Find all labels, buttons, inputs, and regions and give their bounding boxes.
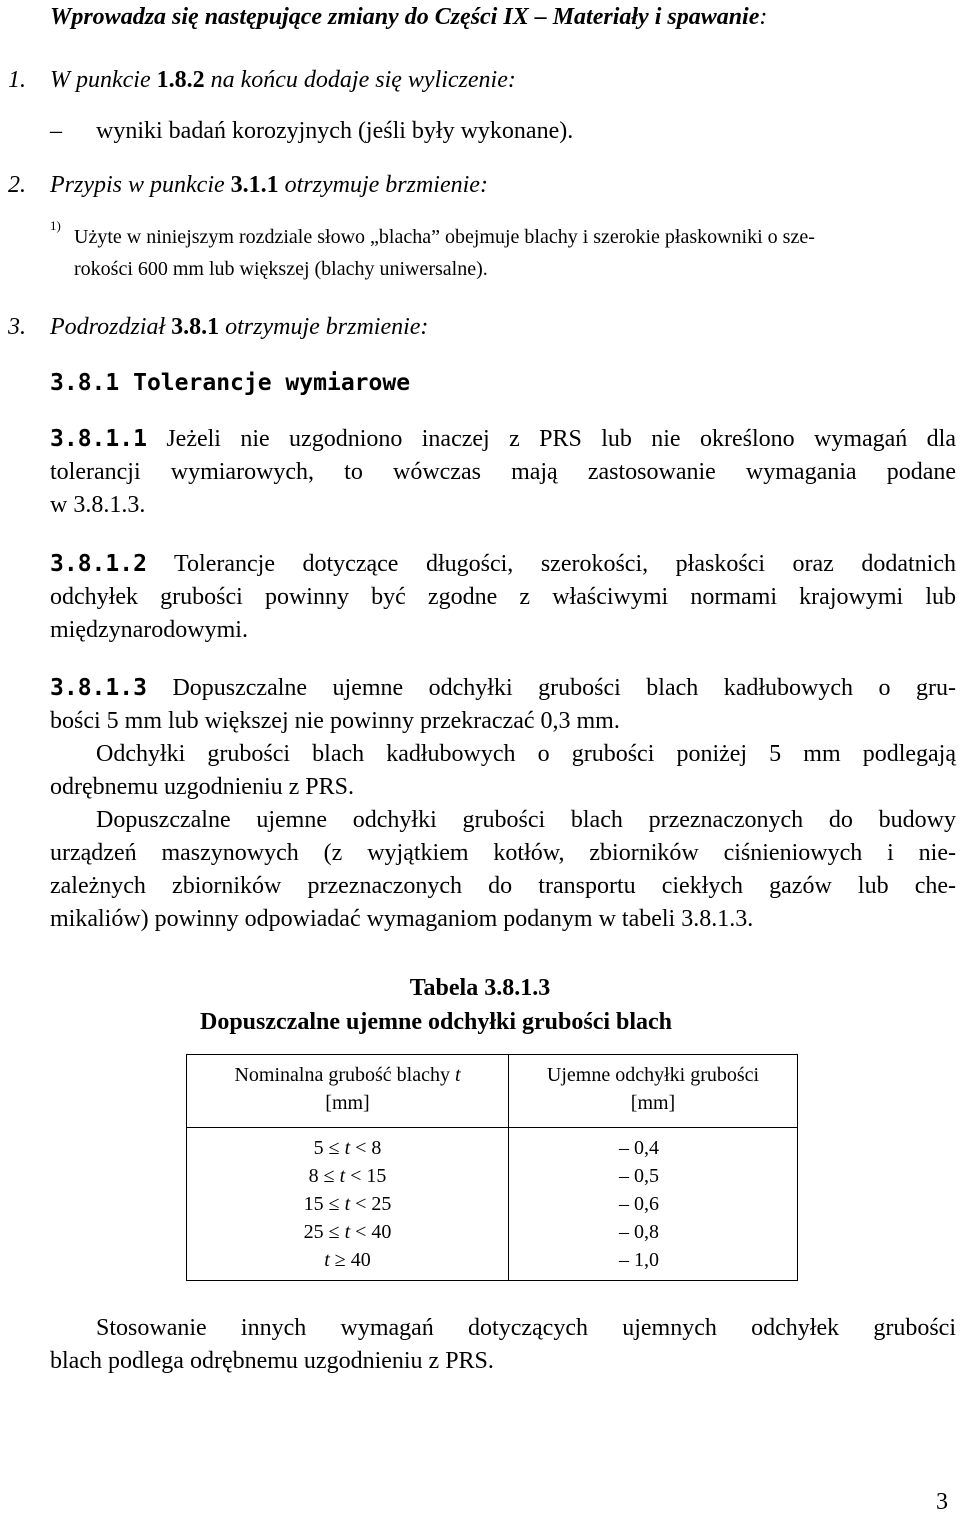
- header-nominal-text: Nominalna grubość blachy: [234, 1064, 450, 1086]
- item-2-prefix: Przypis w punkcie: [50, 172, 225, 198]
- page-number: [936, 1487, 948, 1517]
- p2-line-1: [50, 549, 956, 582]
- amendment-heading: [50, 2, 767, 32]
- p3-line-3: [50, 739, 956, 772]
- heading-part-name: Materiały i spawanie: [552, 4, 760, 30]
- p3-line-5: [50, 805, 956, 838]
- p3-line-8-text: mikaliów) powinny odpowiadać wymaganiom podanym w tabeli 3.8.1.3.: [50, 906, 754, 932]
- footnote-line-1: [74, 224, 815, 250]
- p3-line-7-text: zależnych zbiorników przeznaczonych do transportu ciekłych gazów lub che-: [50, 873, 956, 899]
- item-1-prefix: W punkcie: [50, 67, 151, 93]
- item-1-text: [50, 65, 516, 95]
- p1-line-1-text: Jeżeli nie uzgodniono inaczej z PRS lub nie określono wymagań dla: [166, 426, 957, 452]
- p3-line-4-text: odrębnemu uzgodnieniu z PRS.: [50, 774, 354, 800]
- item-3-prefix: Podrozdział: [50, 314, 166, 340]
- table-caption-number-text: Tabela 3.8.1.3: [409, 975, 551, 1001]
- footnote-line-2: [74, 256, 488, 282]
- table-caption-title-text: Dopuszczalne ujemne odchyłki grubości blach: [200, 1009, 673, 1035]
- range-row: 8 ≤ t < 15: [308, 1165, 387, 1187]
- closing-line-1-text: Stosowanie innych wymagań dotyczących ujemnych odchyłek grubości: [96, 1315, 956, 1341]
- item-1: [8, 65, 26, 95]
- thickness-ranges-cell: [187, 1128, 509, 1281]
- p2-line-2-text: odchyłek grubości powinny być zgodne z właściwymi normami krajowymi lub: [50, 584, 956, 610]
- header-variable: t: [454, 1064, 461, 1086]
- item-2-number: [8, 170, 26, 200]
- item-1-bullet-dash: [50, 116, 62, 146]
- header-nominal-thickness: [187, 1055, 509, 1128]
- p1-line-3-text: w 3.8.1.3.: [50, 492, 146, 518]
- p2-line-3: [50, 615, 956, 648]
- range-row: 15 ≤ t < 25: [303, 1193, 392, 1215]
- p3-line-6-text: urządzeń maszynowych (z wyjątkiem kotłów, zbiorników ciśnieniowych i nie-: [50, 840, 956, 866]
- item-1-reference: 1.8.2: [156, 67, 205, 93]
- closing-line-2-text: blach podlega odrębnemu uzgodnieniu z PRS.: [50, 1348, 494, 1374]
- p1-line-2: [50, 457, 956, 490]
- item-2-text: [50, 170, 488, 200]
- heading-colon: :: [759, 4, 768, 30]
- item-3-text: [50, 312, 428, 342]
- range-row: t ≥ 40: [324, 1249, 371, 1271]
- p3-line-3-text: Odchyłki grubości blach kadłubowych o grubości poniżej 5 mm podlegają: [96, 741, 956, 767]
- p1-line-2-text: tolerancji wymiarowych, to wówczas mają zastosowanie wymagania podane: [50, 459, 956, 485]
- range-row: 25 ≤ t < 40: [303, 1221, 392, 1243]
- item-1-suffix: na końcu dodaje się wyliczenie:: [210, 67, 516, 93]
- p3-line-2: [50, 706, 956, 739]
- item-1-number: 1.: [8, 67, 26, 93]
- paragraph-3-8-1-1: [50, 424, 956, 523]
- deviation-value: – 0,5: [619, 1165, 659, 1187]
- heading-dash: –: [534, 4, 547, 30]
- header-negative-deviation: [509, 1055, 798, 1128]
- p1-line-3: [50, 490, 956, 523]
- deviation-value: – 0,8: [619, 1221, 659, 1243]
- item-3-reference: 3.8.1: [171, 314, 220, 340]
- header-deviation-text: Ujemne odchyłki grubości: [546, 1064, 760, 1086]
- footnote-line-2-text: rokości 600 mm lub większej (blachy uniwersalne).: [74, 258, 488, 280]
- closing-line-1: [50, 1313, 956, 1346]
- item-2-suffix: otrzymuje brzmienie:: [284, 172, 488, 198]
- section-heading: [50, 368, 410, 398]
- item-1-bullet-text: [96, 116, 573, 146]
- p3-line-5-text: Dopuszczalne ujemne odchyłki grubości blach przeznaczonych do budowy: [96, 807, 956, 833]
- item-2-reference: 3.1.1: [230, 172, 279, 198]
- p3-line-1: [50, 673, 956, 706]
- p3-line-2-text: bości 5 mm lub większej nie powinny przekraczać 0,3 mm.: [50, 708, 620, 734]
- bullet-text: wyniki badań korozyjnych (jeśli były wykonane).: [96, 118, 574, 144]
- paragraph-3-8-1-3: [50, 673, 956, 937]
- deviation-value: – 0,4: [619, 1137, 659, 1159]
- header-deviation-unit: [mm]: [630, 1092, 676, 1114]
- closing-paragraph: [50, 1313, 956, 1379]
- item-3-suffix: otrzymuje brzmienie:: [225, 314, 429, 340]
- p3-line-7: [50, 871, 956, 904]
- p3-number: 3.8.1.3: [50, 675, 147, 701]
- section-number: 3.8.1: [50, 370, 120, 396]
- p1-line-1: [50, 424, 956, 457]
- footnote-marker: [50, 218, 61, 234]
- footnote-mark-text: 1): [50, 218, 61, 233]
- deviation-value: – 0,6: [619, 1193, 659, 1215]
- p2-line-2: [50, 582, 956, 615]
- header-nominal-unit: [mm]: [325, 1092, 370, 1114]
- p1-number: 3.8.1.1: [50, 426, 147, 452]
- p3-line-1-text: Dopuszczalne ujemne odchyłki grubości blach kadłubowych o gru-: [172, 675, 956, 701]
- p3-line-4: [50, 772, 956, 805]
- p2-line-1-text: Tolerancje dotyczące długości, szerokości, płaskości oraz dodatnich: [174, 551, 956, 577]
- p3-line-8: [50, 904, 956, 937]
- paragraph-3-8-1-2: [50, 549, 956, 648]
- p3-line-6: [50, 838, 956, 871]
- closing-line-2: [50, 1346, 956, 1379]
- page-number-text: 3: [936, 1489, 948, 1515]
- deviations-cell: [509, 1128, 798, 1281]
- table-body-row: [187, 1128, 798, 1281]
- item-3-number: [8, 312, 26, 342]
- bullet-dash: –: [50, 118, 62, 144]
- range-row: 5 ≤ t < 8: [313, 1137, 382, 1159]
- item-2-number-text: 2.: [8, 172, 26, 198]
- tolerance-table: [186, 1054, 798, 1281]
- footnote-line-1-text: Użyte w niniejszym rozdziale słowo „blacha” obejmuje blachy i szerokie płaskowniki o sze-: [74, 226, 815, 248]
- deviation-value: – 1,0: [619, 1249, 659, 1271]
- p2-line-3-text: międzynarodowymi.: [50, 617, 248, 643]
- table-caption-number: [0, 973, 960, 1003]
- table-caption-title: [200, 1007, 672, 1037]
- item-3-number-text: 3.: [8, 314, 26, 340]
- table-header-row: [187, 1055, 798, 1128]
- heading-text: Wprowadza się następujące zmiany do Części IX: [50, 4, 529, 30]
- section-title: Tolerancje wymiarowe: [133, 370, 411, 396]
- p2-number: 3.8.1.2: [50, 551, 147, 577]
